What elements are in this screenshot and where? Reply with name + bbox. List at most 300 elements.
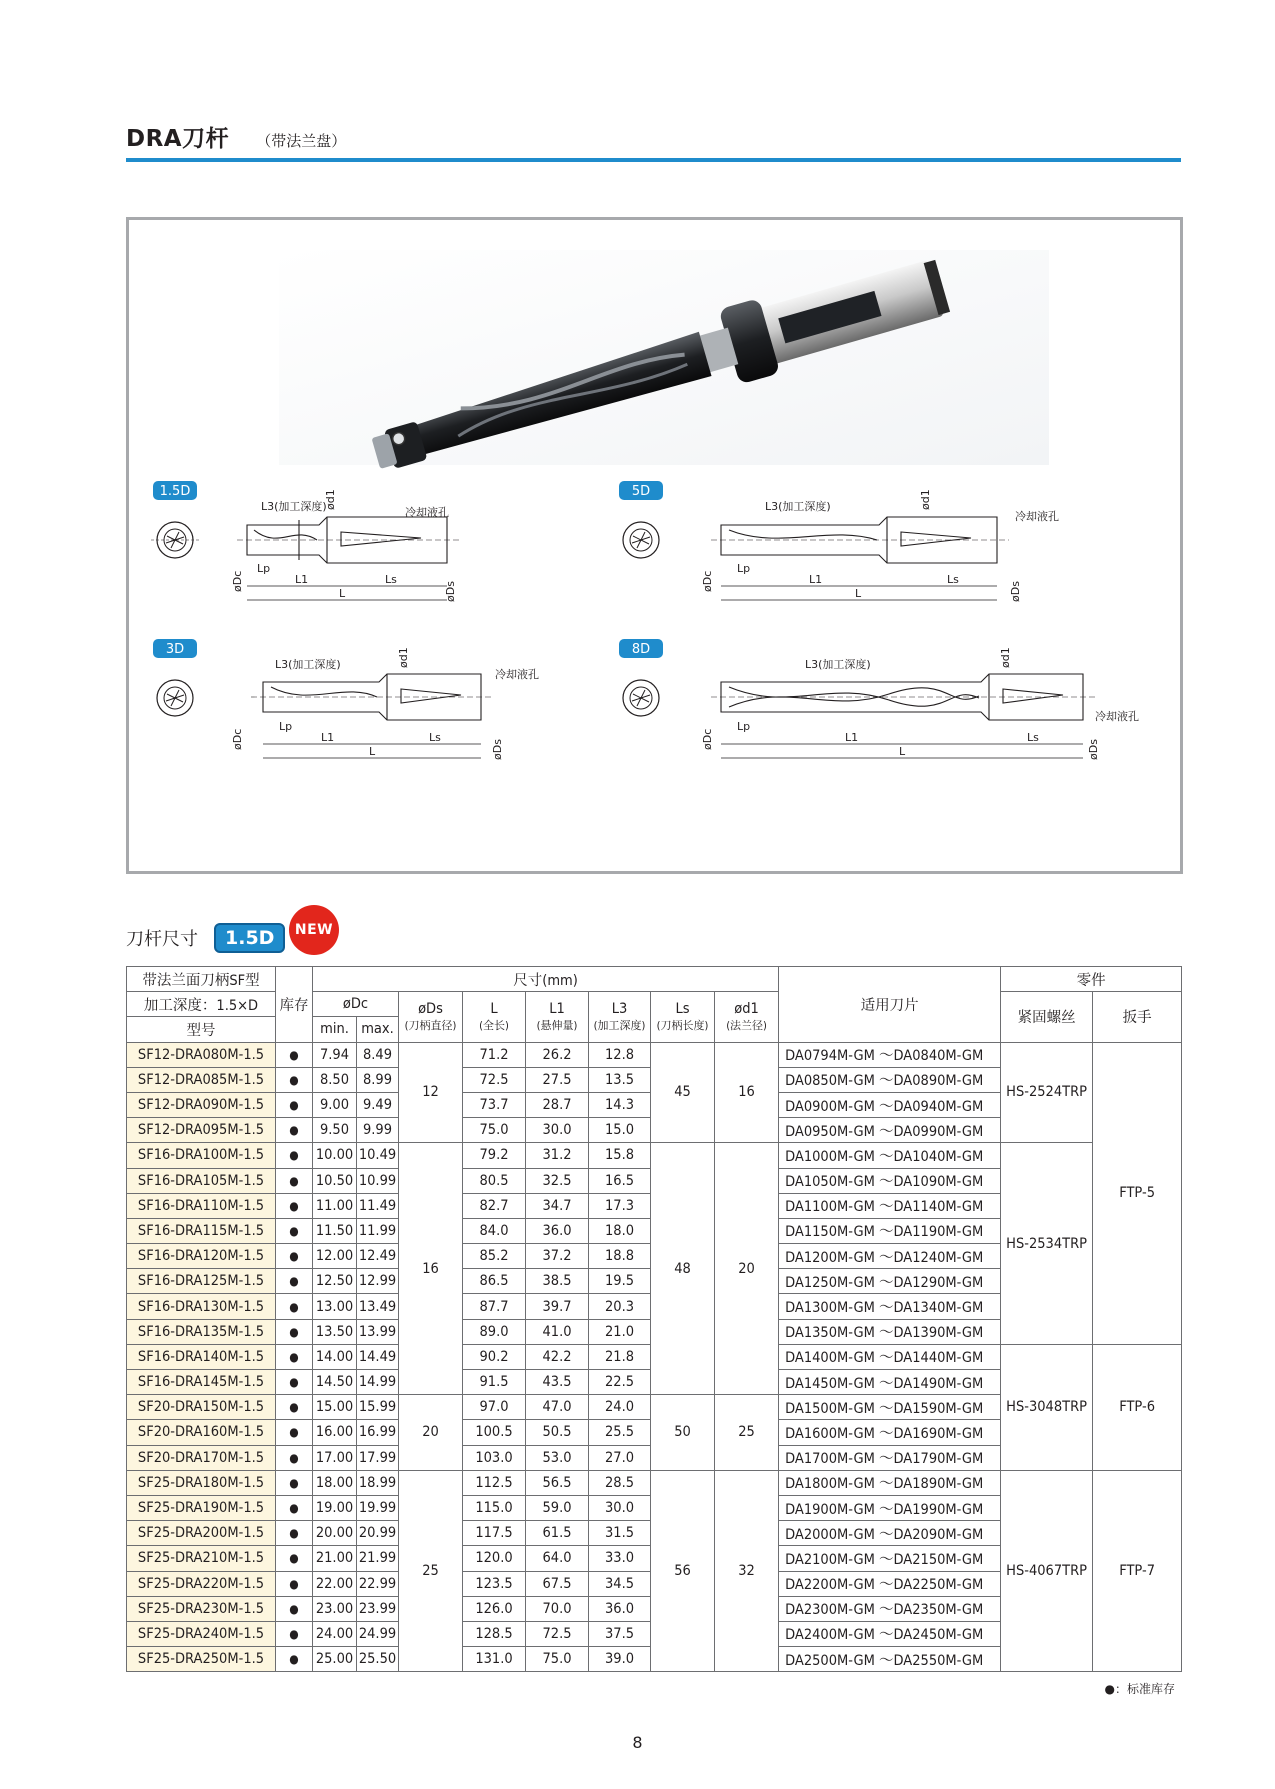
dc-min-cell: 13.50 <box>313 1319 357 1344</box>
header-dc: øDc <box>313 992 399 1017</box>
dc-max-cell: 15.99 <box>357 1395 399 1420</box>
header-dc-max: max. <box>357 1017 399 1042</box>
insert-cell: DA1250M-GM ～DA1290M-GM <box>779 1269 1001 1294</box>
label-coolant: 冷却液孔 <box>405 506 449 519</box>
dc-max-cell: 20.99 <box>357 1521 399 1546</box>
insert-cell: DA0850M-GM ～DA0890M-GM <box>779 1067 1001 1092</box>
model-cell: SF20-DRA150M-1.5 <box>127 1395 276 1420</box>
dc-max-cell: 23.99 <box>357 1596 399 1621</box>
label-ds: øDs <box>1009 581 1022 602</box>
dc-min-cell: 9.00 <box>313 1092 357 1117</box>
model-cell: SF25-DRA210M-1.5 <box>127 1546 276 1571</box>
model-cell: SF16-DRA145M-1.5 <box>127 1370 276 1395</box>
side-view-outline <box>711 674 1095 720</box>
variant-3d-badge: 3D <box>165 642 185 657</box>
insert-cell: DA1600M-GM ～DA1690M-GM <box>779 1420 1001 1445</box>
l3-cell: 20.3 <box>589 1294 651 1319</box>
l3-cell: 22.5 <box>589 1370 651 1395</box>
header-screw: 紧固螺丝 <box>1001 992 1093 1042</box>
wrench-cell: FTP-7 <box>1093 1470 1182 1672</box>
l3-cell: 17.3 <box>589 1193 651 1218</box>
dc-min-cell: 24.00 <box>313 1621 357 1646</box>
insert-cell: DA2200M-GM ～DA2250M-GM <box>779 1571 1001 1596</box>
model-cell: SF25-DRA190M-1.5 <box>127 1495 276 1520</box>
variant-1.5d-badge: 1.5D <box>159 484 191 499</box>
l1-cell: 59.0 <box>526 1495 589 1520</box>
insert-cell: DA1150M-GM ～DA1190M-GM <box>779 1218 1001 1243</box>
l-cell: 84.0 <box>463 1218 526 1243</box>
stock-cell: ● <box>276 1571 313 1596</box>
label-l3: L3(加工深度) <box>805 658 871 671</box>
product-figure <box>126 217 1183 874</box>
dc-min-cell: 21.00 <box>313 1546 357 1571</box>
l1-cell: 42.2 <box>526 1344 589 1369</box>
dc-min-cell: 22.00 <box>313 1571 357 1596</box>
insert-cell: DA1700M-GM ～DA1790M-GM <box>779 1445 1001 1470</box>
l3-cell: 36.0 <box>589 1596 651 1621</box>
label-l1: L1 <box>845 731 859 744</box>
dc-max-cell: 9.49 <box>357 1092 399 1117</box>
stock-cell: ● <box>276 1596 313 1621</box>
model-cell: SF25-DRA200M-1.5 <box>127 1521 276 1546</box>
label-ls: Ls <box>1027 731 1039 744</box>
insert-cell: DA0900M-GM ～DA0940M-GM <box>779 1092 1001 1117</box>
header-d1: ød1 (法兰径) <box>715 992 779 1042</box>
page-title: DRA刀杆 <box>126 126 230 152</box>
side-view-outline <box>711 517 1009 563</box>
stock-cell: ● <box>276 1092 313 1117</box>
l3-cell: 16.5 <box>589 1168 651 1193</box>
insert-cell: DA2500M-GM ～DA2550M-GM <box>779 1647 1001 1672</box>
l-cell: 112.5 <box>463 1470 526 1495</box>
table-row <box>127 1143 1182 1168</box>
label-lp: Lp <box>737 562 751 575</box>
label-l: L <box>369 745 376 758</box>
variant-3d-diagram <box>153 639 539 760</box>
l-cell: 89.0 <box>463 1319 526 1344</box>
stock-cell: ● <box>276 1269 313 1294</box>
dc-max-cell: 14.49 <box>357 1344 399 1369</box>
stock-cell: ● <box>276 1470 313 1495</box>
l1-cell: 43.5 <box>526 1370 589 1395</box>
dc-min-cell: 11.50 <box>313 1218 357 1243</box>
dc-min-cell: 10.50 <box>313 1168 357 1193</box>
model-cell: SF20-DRA170M-1.5 <box>127 1445 276 1470</box>
dc-min-cell: 10.00 <box>313 1143 357 1168</box>
stock-cell: ● <box>276 1143 313 1168</box>
l3-cell: 39.0 <box>589 1647 651 1672</box>
l3-cell: 18.8 <box>589 1244 651 1269</box>
l1-cell: 37.2 <box>526 1244 589 1269</box>
dc-min-cell: 19.00 <box>313 1495 357 1520</box>
label-ls: Ls <box>429 731 441 744</box>
dc-max-cell: 12.49 <box>357 1244 399 1269</box>
dc-max-cell: 22.99 <box>357 1571 399 1596</box>
stock-cell: ● <box>276 1218 313 1243</box>
side-view-outline <box>251 674 493 720</box>
dc-min-cell: 18.00 <box>313 1470 357 1495</box>
d1-cell: 20 <box>715 1143 779 1395</box>
insert-cell: DA2100M-GM ～DA2150M-GM <box>779 1546 1001 1571</box>
stock-cell: ● <box>276 1621 313 1646</box>
label-l: L <box>339 587 346 600</box>
l-cell: 126.0 <box>463 1596 526 1621</box>
l1-cell: 75.0 <box>526 1647 589 1672</box>
model-cell: SF16-DRA115M-1.5 <box>127 1218 276 1243</box>
l3-cell: 13.5 <box>589 1067 651 1092</box>
ds-cell: 25 <box>399 1470 463 1672</box>
l3-cell: 24.0 <box>589 1395 651 1420</box>
dc-max-cell: 10.49 <box>357 1143 399 1168</box>
label-ds: øDs <box>491 739 504 760</box>
ls-cell: 45 <box>651 1042 715 1143</box>
l1-cell: 50.5 <box>526 1420 589 1445</box>
variant-5d-badge: 5D <box>631 484 651 499</box>
model-cell: SF12-DRA080M-1.5 <box>127 1042 276 1067</box>
dc-min-cell: 7.94 <box>313 1042 357 1067</box>
l-cell: 87.7 <box>463 1294 526 1319</box>
header-insert: 适用刀片 <box>779 967 1001 1043</box>
stock-cell: ● <box>276 1521 313 1546</box>
end-view-icon <box>151 522 199 558</box>
l-cell: 117.5 <box>463 1521 526 1546</box>
screw-cell: HS-3048TRP <box>1001 1344 1093 1470</box>
l1-cell: 38.5 <box>526 1269 589 1294</box>
product-illustration <box>129 220 1180 871</box>
ds-cell: 20 <box>399 1395 463 1471</box>
header-depth: 加工深度：1.5×D <box>127 992 276 1017</box>
variant-8d-badge: 8D <box>631 642 651 657</box>
model-cell: SF12-DRA095M-1.5 <box>127 1118 276 1143</box>
dc-max-cell: 18.99 <box>357 1470 399 1495</box>
l1-cell: 32.5 <box>526 1168 589 1193</box>
l1-cell: 56.5 <box>526 1470 589 1495</box>
dc-max-cell: 17.99 <box>357 1445 399 1470</box>
stock-cell: ● <box>276 1244 313 1269</box>
insert-cell: DA1100M-GM ～DA1140M-GM <box>779 1193 1001 1218</box>
stock-cell: ● <box>276 1495 313 1520</box>
dc-max-cell: 9.99 <box>357 1118 399 1143</box>
stock-cell: ● <box>276 1319 313 1344</box>
stock-cell: ● <box>276 1067 313 1092</box>
side-view-outline <box>237 517 459 563</box>
l-cell: 73.7 <box>463 1092 526 1117</box>
insert-cell: DA1050M-GM ～DA1090M-GM <box>779 1168 1001 1193</box>
dc-max-cell: 8.99 <box>357 1067 399 1092</box>
l1-cell: 36.0 <box>526 1218 589 1243</box>
stock-cell: ● <box>276 1193 313 1218</box>
l-cell: 79.2 <box>463 1143 526 1168</box>
model-cell: SF20-DRA160M-1.5 <box>127 1420 276 1445</box>
l-cell: 131.0 <box>463 1647 526 1672</box>
model-cell: SF16-DRA105M-1.5 <box>127 1168 276 1193</box>
insert-cell: DA1200M-GM ～DA1240M-GM <box>779 1244 1001 1269</box>
header-dc-min: min. <box>313 1017 357 1042</box>
label-dc: øDc <box>701 570 714 592</box>
insert-cell: DA1500M-GM ～DA1590M-GM <box>779 1395 1001 1420</box>
wrench-cell: FTP-6 <box>1093 1344 1182 1470</box>
wrench-cell: FTP-5 <box>1093 1042 1182 1344</box>
dc-min-cell: 25.00 <box>313 1647 357 1672</box>
end-view-icon <box>623 522 659 558</box>
dc-min-cell: 8.50 <box>313 1067 357 1092</box>
model-cell: SF16-DRA120M-1.5 <box>127 1244 276 1269</box>
l1-cell: 28.7 <box>526 1092 589 1117</box>
ds-cell: 16 <box>399 1143 463 1395</box>
page-number: 8 <box>632 1733 643 1752</box>
insert-cell: DA2400M-GM ～DA2450M-GM <box>779 1621 1001 1646</box>
l-cell: 97.0 <box>463 1395 526 1420</box>
dc-max-cell: 21.99 <box>357 1546 399 1571</box>
dc-max-cell: 11.99 <box>357 1218 399 1243</box>
l-cell: 90.2 <box>463 1344 526 1369</box>
model-cell: SF16-DRA100M-1.5 <box>127 1143 276 1168</box>
label-coolant: 冷却液孔 <box>495 668 539 681</box>
dc-min-cell: 11.00 <box>313 1193 357 1218</box>
d1-cell: 16 <box>715 1042 779 1143</box>
dc-min-cell: 12.00 <box>313 1244 357 1269</box>
stock-cell: ● <box>276 1370 313 1395</box>
l1-cell: 72.5 <box>526 1621 589 1646</box>
stock-cell: ● <box>276 1042 313 1067</box>
l3-cell: 14.3 <box>589 1092 651 1117</box>
l3-cell: 25.5 <box>589 1420 651 1445</box>
model-cell: SF25-DRA220M-1.5 <box>127 1571 276 1596</box>
insert-cell: DA1800M-GM ～DA1890M-GM <box>779 1470 1001 1495</box>
l1-cell: 70.0 <box>526 1596 589 1621</box>
stock-cell: ● <box>276 1118 313 1143</box>
ls-cell: 48 <box>651 1143 715 1395</box>
screw-cell: HS-2524TRP <box>1001 1042 1093 1143</box>
label-d1: ød1 <box>919 489 932 510</box>
label-dc: øDc <box>701 728 714 750</box>
l3-cell: 21.8 <box>589 1344 651 1369</box>
model-cell: SF12-DRA090M-1.5 <box>127 1092 276 1117</box>
l-cell: 100.5 <box>463 1420 526 1445</box>
l3-cell: 18.0 <box>589 1218 651 1243</box>
model-cell: SF25-DRA180M-1.5 <box>127 1470 276 1495</box>
section-depth-badge: 1.5D <box>214 923 285 953</box>
label-ls: Ls <box>947 573 959 586</box>
spec-table <box>126 966 1182 1672</box>
dc-min-cell: 17.00 <box>313 1445 357 1470</box>
header-model-group: 带法兰面刀柄SF型 <box>127 967 276 992</box>
dc-min-cell: 14.50 <box>313 1370 357 1395</box>
variant-1.5d-diagram <box>151 481 459 602</box>
dc-max-cell: 19.99 <box>357 1495 399 1520</box>
stock-cell: ● <box>276 1546 313 1571</box>
label-ds: øDs <box>444 581 457 602</box>
stock-legend: ●：标准库存 <box>1104 1682 1175 1696</box>
l-cell: 103.0 <box>463 1445 526 1470</box>
insert-cell: DA2000M-GM ～DA2090M-GM <box>779 1521 1001 1546</box>
section-title: 刀杆尺寸 <box>126 929 198 950</box>
dc-min-cell: 14.00 <box>313 1344 357 1369</box>
dc-max-cell: 12.99 <box>357 1269 399 1294</box>
l-cell: 71.2 <box>463 1042 526 1067</box>
header-stock: 库存 <box>276 967 313 1043</box>
l3-cell: 15.8 <box>589 1143 651 1168</box>
d1-cell: 25 <box>715 1395 779 1471</box>
l3-cell: 15.0 <box>589 1118 651 1143</box>
dc-min-cell: 23.00 <box>313 1596 357 1621</box>
label-lp: Lp <box>737 720 751 733</box>
dc-max-cell: 11.49 <box>357 1193 399 1218</box>
l-cell: 91.5 <box>463 1370 526 1395</box>
header-size: 尺寸(mm) <box>313 967 779 992</box>
dc-max-cell: 13.99 <box>357 1319 399 1344</box>
end-view-icon <box>623 680 659 716</box>
l1-cell: 39.7 <box>526 1294 589 1319</box>
dc-min-cell: 15.00 <box>313 1395 357 1420</box>
l1-cell: 26.2 <box>526 1042 589 1067</box>
l1-cell: 67.5 <box>526 1571 589 1596</box>
l-cell: 85.2 <box>463 1244 526 1269</box>
l-cell: 82.7 <box>463 1193 526 1218</box>
label-l1: L1 <box>295 573 309 586</box>
header-l: L (全长) <box>463 992 526 1042</box>
model-cell: SF16-DRA110M-1.5 <box>127 1193 276 1218</box>
l-cell: 120.0 <box>463 1546 526 1571</box>
header-ls: Ls (刀柄长度) <box>651 992 715 1042</box>
l-cell: 86.5 <box>463 1269 526 1294</box>
label-l1: L1 <box>321 731 335 744</box>
dc-min-cell: 12.50 <box>313 1269 357 1294</box>
label-coolant: 冷却液孔 <box>1015 510 1059 523</box>
l1-cell: 41.0 <box>526 1319 589 1344</box>
l1-cell: 34.7 <box>526 1193 589 1218</box>
dc-min-cell: 9.50 <box>313 1118 357 1143</box>
label-l3: L3(加工深度) <box>261 500 327 513</box>
dc-max-cell: 8.49 <box>357 1042 399 1067</box>
label-lp: Lp <box>257 562 271 575</box>
l-cell: 123.5 <box>463 1571 526 1596</box>
stock-cell: ● <box>276 1294 313 1319</box>
model-cell: SF25-DRA250M-1.5 <box>127 1647 276 1672</box>
label-d1: ød1 <box>324 489 337 510</box>
l1-cell: 30.0 <box>526 1118 589 1143</box>
ds-cell: 12 <box>399 1042 463 1143</box>
l-cell: 75.0 <box>463 1118 526 1143</box>
l3-cell: 30.0 <box>589 1495 651 1520</box>
l3-cell: 31.5 <box>589 1521 651 1546</box>
dc-min-cell: 13.00 <box>313 1294 357 1319</box>
label-l3: L3(加工深度) <box>765 500 831 513</box>
page-header <box>126 120 1181 153</box>
d1-cell: 32 <box>715 1470 779 1672</box>
stock-cell: ● <box>276 1647 313 1672</box>
variant-8d-diagram <box>619 639 1139 760</box>
insert-cell: DA0794M-GM ～DA0840M-GM <box>779 1042 1001 1067</box>
model-cell: SF25-DRA240M-1.5 <box>127 1621 276 1646</box>
variant-5d-diagram <box>619 481 1059 602</box>
table-row <box>127 1042 1182 1067</box>
dc-max-cell: 25.50 <box>357 1647 399 1672</box>
label-l: L <box>855 587 862 600</box>
dc-min-cell: 20.00 <box>313 1521 357 1546</box>
label-dc: øDc <box>231 728 244 750</box>
insert-cell: DA1350M-GM ～DA1390M-GM <box>779 1319 1001 1344</box>
spec-table-body <box>127 1042 1182 1672</box>
model-cell: SF16-DRA135M-1.5 <box>127 1319 276 1344</box>
screw-cell: HS-2534TRP <box>1001 1143 1093 1345</box>
l3-cell: 28.5 <box>589 1470 651 1495</box>
label-l3: L3(加工深度) <box>275 658 341 671</box>
l1-cell: 27.5 <box>526 1067 589 1092</box>
screw-cell: HS-4067TRP <box>1001 1470 1093 1672</box>
l-cell: 80.5 <box>463 1168 526 1193</box>
dc-max-cell: 14.99 <box>357 1370 399 1395</box>
ls-cell: 50 <box>651 1395 715 1471</box>
table-row <box>127 1470 1182 1495</box>
model-cell: SF12-DRA085M-1.5 <box>127 1067 276 1092</box>
dc-max-cell: 16.99 <box>357 1420 399 1445</box>
insert-cell: DA1450M-GM ～DA1490M-GM <box>779 1370 1001 1395</box>
header-rule <box>126 158 1181 162</box>
insert-cell: DA2300M-GM ～DA2350M-GM <box>779 1596 1001 1621</box>
stock-cell: ● <box>276 1168 313 1193</box>
dc-max-cell: 10.99 <box>357 1168 399 1193</box>
stock-cell: ● <box>276 1395 313 1420</box>
insert-cell: DA1400M-GM ～DA1440M-GM <box>779 1344 1001 1369</box>
label-ls: Ls <box>385 573 397 586</box>
dc-min-cell: 16.00 <box>313 1420 357 1445</box>
insert-cell: DA0950M-GM ～DA0990M-GM <box>779 1118 1001 1143</box>
model-cell: SF16-DRA140M-1.5 <box>127 1344 276 1369</box>
l1-cell: 31.2 <box>526 1143 589 1168</box>
stock-cell: ● <box>276 1445 313 1470</box>
insert-cell: DA1300M-GM ～DA1340M-GM <box>779 1294 1001 1319</box>
header-l3: L3 (加工深度) <box>589 992 651 1042</box>
l3-cell: 33.0 <box>589 1546 651 1571</box>
l-cell: 115.0 <box>463 1495 526 1520</box>
header-model: 型号 <box>127 1017 276 1042</box>
model-cell: SF25-DRA230M-1.5 <box>127 1596 276 1621</box>
l-cell: 128.5 <box>463 1621 526 1646</box>
header-l1: L1 (悬伸量) <box>526 992 589 1042</box>
page-subtitle: （带法兰盘） <box>256 132 347 150</box>
header-ds: øDs (刀柄直径) <box>399 992 463 1042</box>
label-lp: Lp <box>279 720 293 733</box>
l3-cell: 19.5 <box>589 1269 651 1294</box>
l3-cell: 12.8 <box>589 1042 651 1067</box>
model-cell: SF16-DRA125M-1.5 <box>127 1269 276 1294</box>
l3-cell: 27.0 <box>589 1445 651 1470</box>
l3-cell: 34.5 <box>589 1571 651 1596</box>
dc-max-cell: 13.49 <box>357 1294 399 1319</box>
model-cell: SF16-DRA130M-1.5 <box>127 1294 276 1319</box>
label-d1: ød1 <box>999 647 1012 668</box>
stock-cell: ● <box>276 1420 313 1445</box>
dc-max-cell: 24.99 <box>357 1621 399 1646</box>
end-view-icon <box>157 680 193 716</box>
stock-cell: ● <box>276 1344 313 1369</box>
l-cell: 72.5 <box>463 1067 526 1092</box>
ls-cell: 56 <box>651 1470 715 1672</box>
header-parts: 零件 <box>1001 967 1182 992</box>
header-wrench: 扳手 <box>1093 992 1182 1042</box>
label-d1: ød1 <box>397 647 410 668</box>
label-coolant: 冷却液孔 <box>1095 710 1139 723</box>
l1-cell: 53.0 <box>526 1445 589 1470</box>
l1-cell: 47.0 <box>526 1395 589 1420</box>
label-dc: øDc <box>231 570 244 592</box>
label-ds: øDs <box>1087 739 1100 760</box>
label-l1: L1 <box>809 573 823 586</box>
section-heading <box>126 922 285 954</box>
insert-cell: DA1000M-GM ～DA1040M-GM <box>779 1143 1001 1168</box>
new-badge: NEW <box>289 905 339 955</box>
